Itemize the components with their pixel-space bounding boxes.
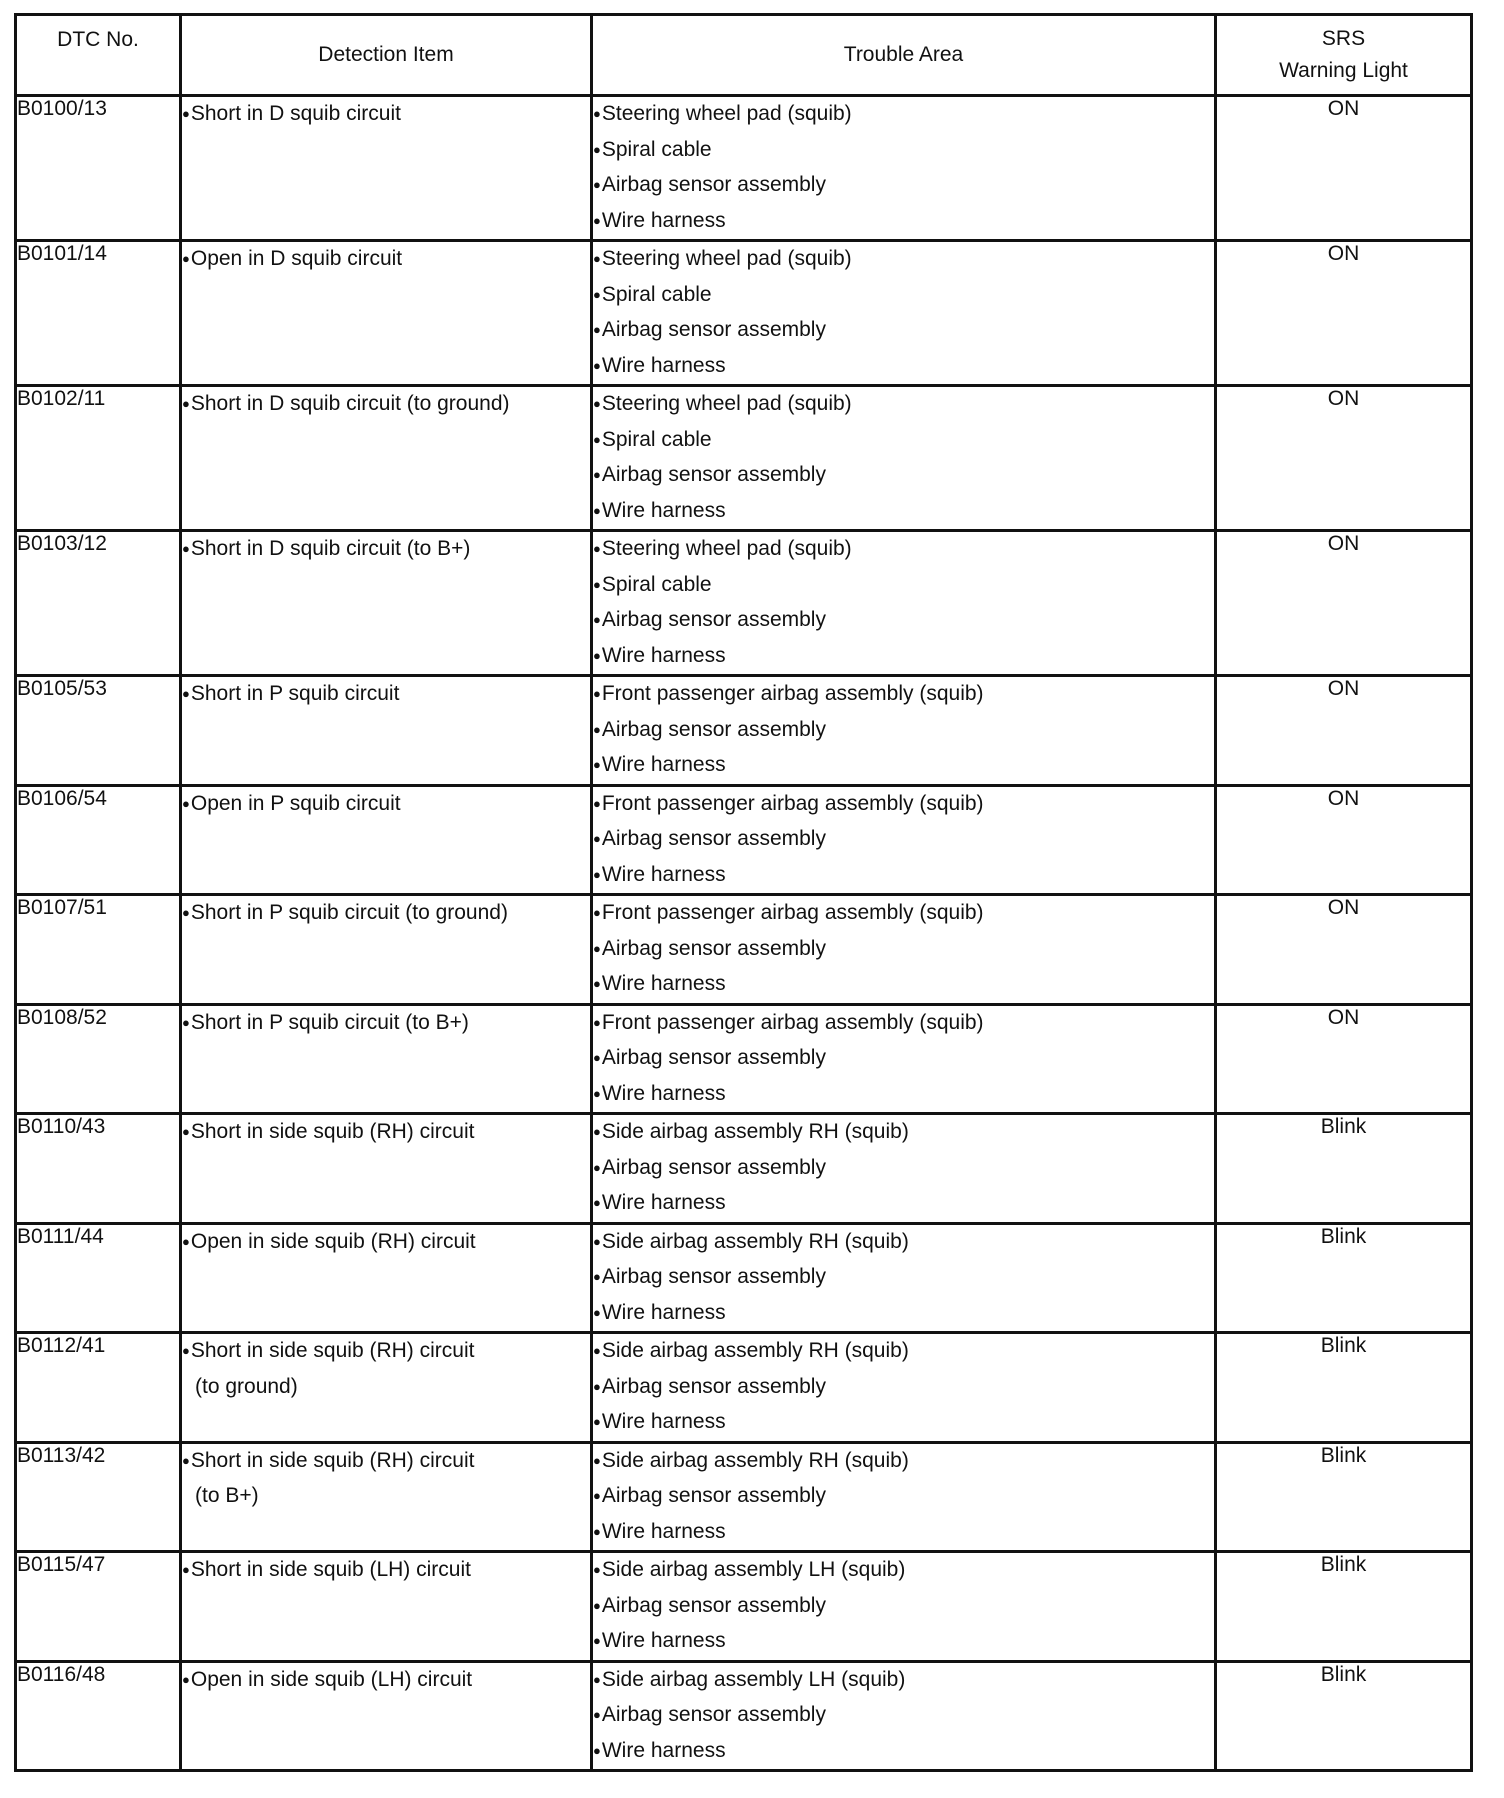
detection-item — [181, 676, 592, 786]
detection-item-line: ● Short in side squib (RH) circuit — [182, 1115, 590, 1151]
srs-warning-light-status: ON — [1216, 241, 1472, 386]
dtc-code: B0112/41 — [16, 1333, 181, 1443]
dtc-code: B0103/12 — [16, 531, 181, 676]
detection-item — [181, 386, 592, 531]
dtc-code: B0110/43 — [16, 1114, 181, 1224]
trouble-area-item: ● Airbag sensor assembly — [593, 1589, 1214, 1625]
header-srs-warning-light — [1216, 15, 1472, 96]
trouble-area-item: ● Airbag sensor assembly — [593, 1479, 1214, 1515]
detection-item — [181, 1223, 592, 1333]
trouble-area-item: ● Steering wheel pad (squib) — [593, 242, 1214, 278]
trouble-area — [592, 1333, 1216, 1443]
trouble-area-item: ● Side airbag assembly RH (squib) — [593, 1334, 1214, 1370]
trouble-area-item: ● Steering wheel pad (squib) — [593, 97, 1214, 133]
detection-item-line: (to ground) — [195, 1374, 298, 1398]
table-header — [16, 15, 1472, 96]
trouble-area — [592, 386, 1216, 531]
trouble-area-item: ● Front passenger airbag assembly (squib) — [593, 896, 1214, 932]
trouble-area-item: ● Steering wheel pad (squib) — [593, 387, 1214, 423]
srs-warning-light-status: ON — [1216, 676, 1472, 786]
table-row — [16, 895, 1472, 1005]
dtc-code: B0107/51 — [16, 895, 181, 1005]
srs-warning-light-status: Blink — [1216, 1552, 1472, 1662]
dtc-table — [14, 13, 1473, 1772]
trouble-area-item: ● Airbag sensor assembly — [593, 168, 1214, 204]
trouble-area-item: ● Airbag sensor assembly — [593, 713, 1214, 749]
trouble-area-item: ● Front passenger airbag assembly (squib) — [593, 677, 1214, 713]
detection-item — [181, 895, 592, 1005]
trouble-area-item: ● Spiral cable — [593, 133, 1214, 169]
srs-warning-light-status: ON — [1216, 96, 1472, 241]
trouble-area — [592, 1004, 1216, 1114]
trouble-area — [592, 241, 1216, 386]
trouble-area-item: ● Spiral cable — [593, 423, 1214, 459]
dtc-code: B0101/14 — [16, 241, 181, 386]
header-srs-line: SRS — [1321, 27, 1366, 50]
srs-warning-light-status: ON — [1216, 531, 1472, 676]
trouble-area-item: ● Wire harness — [593, 494, 1214, 530]
trouble-area — [592, 1114, 1216, 1224]
trouble-area — [592, 531, 1216, 676]
detection-item — [181, 1004, 592, 1114]
dtc-code: B0113/42 — [16, 1442, 181, 1552]
trouble-area-item: ● Steering wheel pad (squib) — [593, 532, 1214, 568]
trouble-area-item: ● Spiral cable — [593, 278, 1214, 314]
detection-item-line: ● Short in side squib (RH) circuit — [182, 1334, 590, 1370]
trouble-area-item: ● Airbag sensor assembly — [593, 458, 1214, 494]
trouble-area-item: ● Airbag sensor assembly — [593, 1041, 1214, 1077]
table-row — [16, 1004, 1472, 1114]
detection-item — [181, 241, 592, 386]
table-row — [16, 531, 1472, 676]
detection-item — [181, 1442, 592, 1552]
trouble-area — [592, 1223, 1216, 1333]
srs-warning-light-status: Blink — [1216, 1442, 1472, 1552]
trouble-area-item: ● Airbag sensor assembly — [593, 1698, 1214, 1734]
detection-item-line: ● Open in P squib circuit — [182, 787, 590, 823]
detection-item — [181, 531, 592, 676]
trouble-area-item: ● Airbag sensor assembly — [593, 1151, 1214, 1187]
detection-item-line: (to B+) — [195, 1484, 259, 1507]
detection-item-line: ● Short in side squib (LH) circuit — [182, 1553, 590, 1589]
dtc-code: B0108/52 — [16, 1004, 181, 1114]
trouble-area-item: ● Airbag sensor assembly — [593, 1370, 1214, 1406]
srs-warning-light-status: Blink — [1216, 1333, 1472, 1443]
detection-item-line: ● Open in side squib (LH) circuit — [182, 1663, 590, 1699]
table-row — [16, 1223, 1472, 1333]
dtc-code: B0102/11 — [16, 386, 181, 531]
detection-item-line: ● Open in side squib (RH) circuit — [182, 1225, 590, 1261]
table-row — [16, 1661, 1472, 1771]
table-row — [16, 785, 1472, 895]
table-row — [16, 241, 1472, 386]
detection-item — [181, 1114, 592, 1224]
srs-warning-light-status: ON — [1216, 1004, 1472, 1114]
detection-item-line: ● Short in P squib circuit (to ground) — [182, 896, 590, 932]
table-row — [16, 96, 1472, 241]
trouble-area — [592, 676, 1216, 786]
detection-item-line: ● Short in D squib circuit (to ground) — [182, 387, 590, 423]
detection-item-line: ● Short in P squib circuit (to B+) — [182, 1006, 590, 1042]
trouble-area-item: ● Airbag sensor assembly — [593, 822, 1214, 858]
trouble-area-item: ● Side airbag assembly LH (squib) — [593, 1553, 1214, 1589]
trouble-area-item: ● Spiral cable — [593, 568, 1214, 604]
trouble-area-item: ● Wire harness — [593, 1734, 1214, 1770]
header-detection-item: Detection Item — [181, 15, 592, 96]
detection-item — [181, 1552, 592, 1662]
detection-item-line: ● Short in D squib circuit (to B+) — [182, 532, 590, 568]
trouble-area-item: ● Wire harness — [593, 748, 1214, 784]
trouble-area-item: ● Wire harness — [593, 1186, 1214, 1222]
trouble-area-item: ● Wire harness — [593, 349, 1214, 385]
trouble-area-item: ● Airbag sensor assembly — [593, 1260, 1214, 1296]
trouble-area — [592, 895, 1216, 1005]
trouble-area-item: ● Front passenger airbag assembly (squib) — [593, 1006, 1214, 1042]
table-row — [16, 1333, 1472, 1443]
trouble-area — [592, 96, 1216, 241]
trouble-area — [592, 1442, 1216, 1552]
detection-item — [181, 1333, 592, 1443]
detection-item — [181, 1661, 592, 1771]
trouble-area-item: ● Front passenger airbag assembly (squib) — [593, 787, 1214, 823]
trouble-area-item: ● Airbag sensor assembly — [593, 932, 1214, 968]
table-row — [16, 386, 1472, 531]
table-body — [16, 96, 1472, 1771]
trouble-area-item: ● Wire harness — [593, 639, 1214, 675]
trouble-area-item: ● Side airbag assembly LH (squib) — [593, 1663, 1214, 1699]
trouble-area-item: ● Wire harness — [593, 1405, 1214, 1441]
trouble-area-item: ● Wire harness — [593, 1515, 1214, 1551]
detection-item-line: ● Open in D squib circuit — [182, 242, 590, 278]
detection-item — [181, 785, 592, 895]
header-warning-light-line: Warning Light — [1279, 59, 1408, 82]
srs-warning-light-status: Blink — [1216, 1661, 1472, 1771]
dtc-code: B0115/47 — [16, 1552, 181, 1662]
srs-warning-light-status: ON — [1216, 785, 1472, 895]
dtc-code: B0111/44 — [16, 1223, 181, 1333]
table-row — [16, 1552, 1472, 1662]
srs-warning-light-status: Blink — [1216, 1114, 1472, 1224]
detection-item-line: ● Short in D squib circuit — [182, 97, 590, 133]
detection-item-line: ● Short in P squib circuit — [182, 677, 590, 713]
trouble-area-item: ● Wire harness — [593, 967, 1214, 1003]
srs-warning-light-status: Blink — [1216, 1223, 1472, 1333]
trouble-area-item: ● Airbag sensor assembly — [593, 603, 1214, 639]
dtc-code: B0116/48 — [16, 1661, 181, 1771]
table-row — [16, 676, 1472, 786]
trouble-area-item: ● Wire harness — [593, 1624, 1214, 1660]
trouble-area — [592, 1552, 1216, 1662]
dtc-code: B0100/13 — [16, 96, 181, 241]
trouble-area-item: ● Airbag sensor assembly — [593, 313, 1214, 349]
trouble-area-item: ● Side airbag assembly RH (squib) — [593, 1225, 1214, 1261]
dtc-code: B0105/53 — [16, 676, 181, 786]
table-row — [16, 1114, 1472, 1224]
trouble-area — [592, 1661, 1216, 1771]
trouble-area — [592, 785, 1216, 895]
trouble-area-item: ● Side airbag assembly RH (squib) — [593, 1115, 1214, 1151]
header-dtc-no: DTC No. — [16, 15, 181, 96]
detection-item — [181, 96, 592, 241]
trouble-area-item: ● Side airbag assembly RH (squib) — [593, 1444, 1214, 1480]
trouble-area-item: ● Wire harness — [593, 1296, 1214, 1332]
srs-warning-light-status: ON — [1216, 386, 1472, 531]
srs-warning-light-status: ON — [1216, 895, 1472, 1005]
dtc-code: B0106/54 — [16, 785, 181, 895]
table-row — [16, 1442, 1472, 1552]
header-row — [16, 15, 1472, 96]
trouble-area-item: ● Wire harness — [593, 1077, 1214, 1113]
trouble-area-item: ● Wire harness — [593, 858, 1214, 894]
trouble-area-item: ● Wire harness — [593, 204, 1214, 240]
detection-item-line: ● Short in side squib (RH) circuit — [182, 1444, 590, 1480]
header-trouble-area: Trouble Area — [592, 15, 1216, 96]
